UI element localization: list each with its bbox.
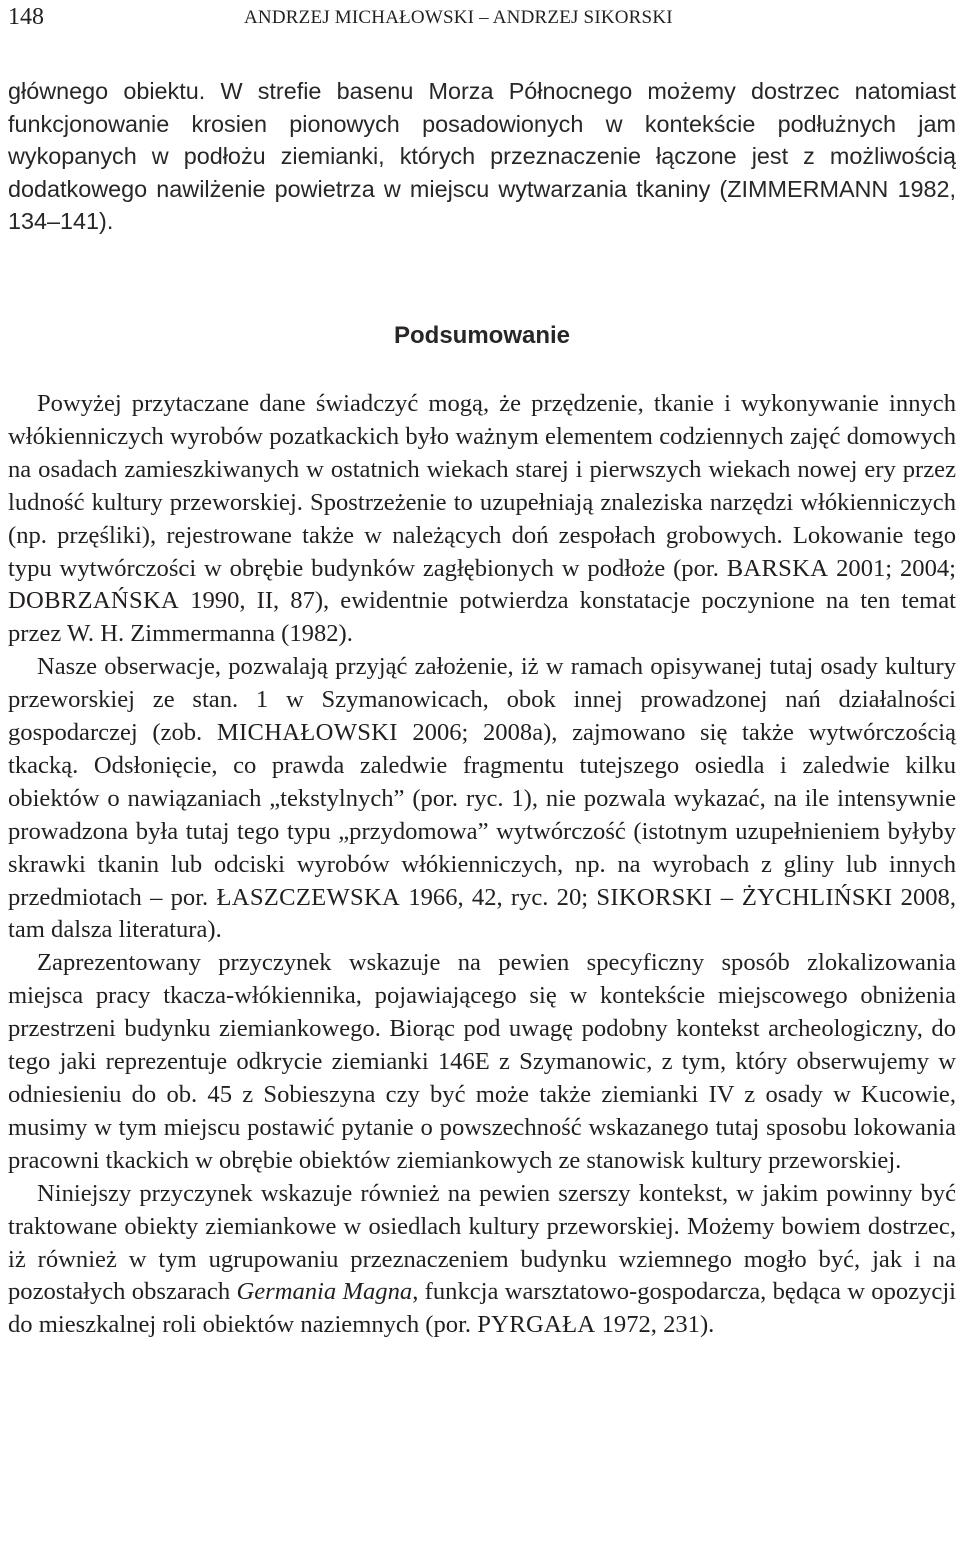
- citation-ref: DOBRZAŃSKA: [8, 587, 180, 615]
- citation-ref: MICHAŁOWSKI: [216, 719, 398, 747]
- paragraph-3: Zaprezentowany przyczynek wskazuje na pewien specyficzny sposób zlokalizowania miejsca pracy tkacza-włókiennika, pojawiającego się w kontekście miejscowego obniżenia przestrzeni budynku ziemiankowego. Biorąc pod uwagę podobny kontekst archeologiczny, do tego jaki reprezentuje odkrycie ziemianki 146E z Szymanowic, z tym, który obserwujemy w odniesieniu do ob. 45 z Sobieszyna czy być może także ziemianki IV z osady w Kucowie, musimy w tym miejscu postawić pytanie o powszechność wskazanego tutaj sposobu lokowania pracowni tkackich w obrębie obiektów ziemiankowych ze stanowisk kultury przeworskiej.: [8, 949, 956, 1174]
- document-page: [8, 0, 956, 1342]
- text-run: 2001; 2004;: [828, 554, 956, 582]
- section-heading: Podsumowanie: [393, 321, 571, 349]
- paragraph-4: [8, 1178, 956, 1343]
- page-header: [8, 0, 956, 40]
- text-run: Niniejszy przyczynek wskazuje również na pewien szerszy kontekst, w jakim powinny być traktowane obiekty ziemiankowe w osiedlach kultury przeworskiej. Możemy bowiem dostrzec, iż również w tym ugrupowaniu przeznaczeniem budynku wziemnego mogło być, jak i na pozostałych obszarach: [8, 1179, 956, 1306]
- text-run: 1972, 231).: [595, 1311, 715, 1339]
- citation-ref: SIKORSKI – ŻYCHLIŃSKI: [596, 883, 893, 911]
- intro-text: [8, 75, 956, 238]
- text-run: Nasze obserwacje, pozwalają przyjąć założenie, iż w ramach opisywanej tutaj osady kultury przeworskiej ze stan. 1 w Szymanowicach, obok innej prowadzonej nań działalności gospodarczej (zob.: [8, 653, 956, 747]
- intro-paragraph: głównego obiektu. W strefie basenu Morza Północnego możemy dostrzec natomiast funkcjonowanie krosien pionowych posadowionych w kontekście podłużnych jam wykopanych w podłożu ziemianki, których przeznaczenie łączone jest z możliwością dodatkowego nawilżenie powietrza w miejscu wytwarzania tkaniny (ZIMMERMANN 1982, 134–141).: [8, 78, 956, 235]
- text-run: 1966, 42, ryc. 20;: [400, 883, 597, 911]
- running-head: ANDRZEJ MICHAŁOWSKI – ANDRZEJ SIKORSKI: [244, 7, 673, 28]
- body-text: [8, 388, 956, 1342]
- paragraph-1: [8, 388, 956, 651]
- citation-ref: BARSKA: [726, 554, 829, 582]
- text-run: 1990, II, 87), ewidentnie potwierdza konstatacje poczynione na ten temat przez W. H. Zimmermanna (1982).: [8, 587, 956, 648]
- citation-ref: ŁASZCZEWSKA: [216, 883, 401, 911]
- text-run: , funkcja warsztatowo-gospodarcza, będąca w opozycji do mieszkalnej roli obiektów naziemnych (por.: [8, 1278, 956, 1339]
- text-run: 2006; 2008a), zajmowano się także wytwórczością tkacką. Odsłonięcie, co prawda zaledwie fragmentu tutejszego osiedla i zaledwie kilku obiektów o nawiązaniach „tekstylnych” (por. ryc. 1), nie pozwala wykazać, na ile intensywnie prowadzona była tutaj tego typu „przydomowa” wytwórczość (istotnym uzupełnieniem byłyby skrawki tkanin lub odciski wyrobów włókienniczych, np. na wyrobach z gliny lub innych przedmiotach – por.: [8, 719, 956, 911]
- citation-ref: PYRGAŁA: [477, 1311, 596, 1339]
- text-run: Powyżej przytaczane dane świadczyć mogą, że przędzenie, tkanie i wykonywanie innych włókienniczych wyrobów pozatkackich było ważnym elementem codziennych zajęć domowych na osadach zamieszkiwanych w ostatnich wiekach starej i pierwszych wiekach nowej ery przez ludność kultury przeworskiej. Spostrzeżenie to uzupełniają znaleziska narzędzi włókienniczych (np. przęśliki), rejestrowane także w należących doń zespołach grobowych. Lokowanie tego typu wytwórczości w obrębie budynków zagłębionych w podłoże (por.: [8, 389, 956, 582]
- text-run: 2008, tam dalsza literatura).: [8, 883, 956, 944]
- page-number: 148: [8, 4, 44, 30]
- italic-term: Germania Magna: [236, 1278, 413, 1306]
- paragraph-2: [8, 651, 956, 947]
